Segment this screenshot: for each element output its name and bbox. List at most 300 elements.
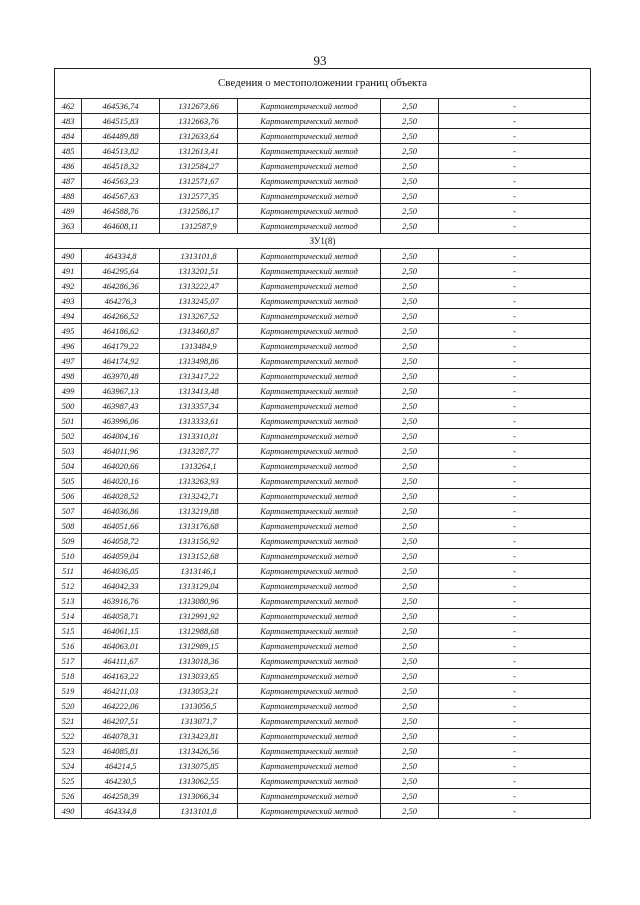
table-row <box>55 684 591 699</box>
coordinate-x: 464536,74 <box>82 99 160 114</box>
table-row <box>55 639 591 654</box>
coordinate-y: 1313053,21 <box>160 684 238 699</box>
note-cell: - <box>439 789 591 804</box>
note-cell: - <box>439 654 591 669</box>
precision-cell: 2,50 <box>381 474 439 489</box>
coordinate-x: 464186,62 <box>82 324 160 339</box>
coordinate-y: 1313033,65 <box>160 669 238 684</box>
coordinate-y: 1313264,1 <box>160 459 238 474</box>
precision-cell: 2,50 <box>381 519 439 534</box>
coordinate-y: 1313357,34 <box>160 399 238 414</box>
note-cell: - <box>439 294 591 309</box>
point-number: 494 <box>55 309 82 324</box>
coordinate-x: 464059,04 <box>82 549 160 564</box>
precision-cell: 2,50 <box>381 624 439 639</box>
point-number: 363 <box>55 219 82 234</box>
note-cell: - <box>439 459 591 474</box>
method-cell: Картометрический метод <box>238 744 381 759</box>
note-cell: - <box>439 144 591 159</box>
coordinate-y: 1313484,9 <box>160 339 238 354</box>
coordinate-x: 464518,32 <box>82 159 160 174</box>
point-number: 506 <box>55 489 82 504</box>
group-label: ЗУ1(8) <box>55 234 591 249</box>
point-number: 508 <box>55 519 82 534</box>
coordinate-y: 1313176,68 <box>160 519 238 534</box>
coordinate-x: 464513,82 <box>82 144 160 159</box>
note-cell: - <box>439 474 591 489</box>
coordinate-x: 464061,15 <box>82 624 160 639</box>
method-cell: Картометрический метод <box>238 159 381 174</box>
page-number: 93 <box>313 53 327 68</box>
coordinate-x: 464028,52 <box>82 489 160 504</box>
method-cell: Картометрический метод <box>238 579 381 594</box>
method-cell: Картометрический метод <box>238 294 381 309</box>
method-cell: Картометрический метод <box>238 729 381 744</box>
point-number: 522 <box>55 729 82 744</box>
note-cell: - <box>439 114 591 129</box>
coordinate-x: 464276,3 <box>82 294 160 309</box>
group-row <box>55 234 591 249</box>
coordinate-x: 464266,52 <box>82 309 160 324</box>
method-cell: Картометрический метод <box>238 324 381 339</box>
method-cell: Картометрический метод <box>238 789 381 804</box>
note-cell: - <box>439 774 591 789</box>
note-cell: - <box>439 249 591 264</box>
table-row <box>55 129 591 144</box>
note-cell: - <box>439 264 591 279</box>
coordinate-y: 1313071,7 <box>160 714 238 729</box>
precision-cell: 2,50 <box>381 399 439 414</box>
method-cell: Картометрический метод <box>238 759 381 774</box>
table-row <box>55 114 591 129</box>
note-cell: - <box>439 384 591 399</box>
method-cell: Картометрический метод <box>238 504 381 519</box>
coordinate-y: 1313062,55 <box>160 774 238 789</box>
coordinate-y: 1313413,48 <box>160 384 238 399</box>
table-row <box>55 324 591 339</box>
method-cell: Картометрический метод <box>238 459 381 474</box>
precision-cell: 2,50 <box>381 264 439 279</box>
table-row <box>55 264 591 279</box>
precision-cell: 2,50 <box>381 204 439 219</box>
coordinate-y: 1312577,35 <box>160 189 238 204</box>
table-row <box>55 309 591 324</box>
method-cell: Картометрический метод <box>238 309 381 324</box>
precision-cell: 2,50 <box>381 549 439 564</box>
coordinate-y: 1312571,67 <box>160 174 238 189</box>
coordinate-y: 1313101,8 <box>160 249 238 264</box>
coordinate-x: 464042,33 <box>82 579 160 594</box>
point-number: 484 <box>55 129 82 144</box>
point-number: 487 <box>55 174 82 189</box>
table-row <box>55 519 591 534</box>
note-cell: - <box>439 804 591 819</box>
coordinate-x: 463967,13 <box>82 384 160 399</box>
point-number: 495 <box>55 324 82 339</box>
method-cell: Картометрический метод <box>238 804 381 819</box>
table-row <box>55 204 591 219</box>
point-number: 497 <box>55 354 82 369</box>
precision-cell: 2,50 <box>381 174 439 189</box>
table-row <box>55 339 591 354</box>
precision-cell: 2,50 <box>381 249 439 264</box>
coordinate-x: 463996,06 <box>82 414 160 429</box>
note-cell: - <box>439 594 591 609</box>
precision-cell: 2,50 <box>381 504 439 519</box>
table-row <box>55 504 591 519</box>
method-cell: Картометрический метод <box>238 354 381 369</box>
coordinate-y: 1313423,81 <box>160 729 238 744</box>
coordinate-x: 464058,72 <box>82 534 160 549</box>
coordinate-x: 464036,05 <box>82 564 160 579</box>
note-cell: - <box>439 429 591 444</box>
note-cell: - <box>439 414 591 429</box>
point-number: 503 <box>55 444 82 459</box>
point-number: 483 <box>55 114 82 129</box>
table-row <box>55 549 591 564</box>
table-row <box>55 189 591 204</box>
precision-cell: 2,50 <box>381 459 439 474</box>
coordinate-x: 464111,67 <box>82 654 160 669</box>
coordinate-x: 464174,92 <box>82 354 160 369</box>
precision-cell: 2,50 <box>381 354 439 369</box>
coordinate-x: 463916,76 <box>82 594 160 609</box>
note-cell: - <box>439 444 591 459</box>
coordinate-y: 1312663,76 <box>160 114 238 129</box>
method-cell: Картометрический метод <box>238 204 381 219</box>
note-cell: - <box>439 609 591 624</box>
table-row <box>55 384 591 399</box>
method-cell: Картометрический метод <box>238 699 381 714</box>
table-row <box>55 249 591 264</box>
coordinate-y: 1313460,87 <box>160 324 238 339</box>
method-cell: Картометрический метод <box>238 474 381 489</box>
precision-cell: 2,50 <box>381 309 439 324</box>
precision-cell: 2,50 <box>381 804 439 819</box>
coordinate-x: 464163,22 <box>82 669 160 684</box>
note-cell: - <box>439 399 591 414</box>
coordinate-y: 1312633,64 <box>160 129 238 144</box>
point-number: 513 <box>55 594 82 609</box>
point-number: 526 <box>55 789 82 804</box>
note-cell: - <box>439 714 591 729</box>
note-cell: - <box>439 549 591 564</box>
point-number: 520 <box>55 699 82 714</box>
method-cell: Картометрический метод <box>238 564 381 579</box>
method-cell: Картометрический метод <box>238 174 381 189</box>
point-number: 524 <box>55 759 82 774</box>
note-cell: - <box>439 204 591 219</box>
table-row <box>55 714 591 729</box>
note-cell: - <box>439 189 591 204</box>
precision-cell: 2,50 <box>381 114 439 129</box>
point-number: 496 <box>55 339 82 354</box>
point-number: 509 <box>55 534 82 549</box>
coordinate-x: 464214,5 <box>82 759 160 774</box>
table-row <box>55 294 591 309</box>
note-cell: - <box>439 99 591 114</box>
coordinate-y: 1313056,5 <box>160 699 238 714</box>
coordinate-y: 1313156,92 <box>160 534 238 549</box>
coordinate-x: 464085,81 <box>82 744 160 759</box>
table-row <box>55 144 591 159</box>
coordinate-y: 1313267,52 <box>160 309 238 324</box>
table-row <box>55 609 591 624</box>
point-number: 489 <box>55 204 82 219</box>
point-number: 493 <box>55 294 82 309</box>
method-cell: Картометрический метод <box>238 594 381 609</box>
coordinate-y: 1313245,07 <box>160 294 238 309</box>
point-number: 485 <box>55 144 82 159</box>
precision-cell: 2,50 <box>381 294 439 309</box>
method-cell: Картометрический метод <box>238 114 381 129</box>
coordinate-y: 1313242,71 <box>160 489 238 504</box>
coordinate-y: 1313066,34 <box>160 789 238 804</box>
coordinate-y: 1313333,61 <box>160 414 238 429</box>
note-cell: - <box>439 159 591 174</box>
precision-cell: 2,50 <box>381 669 439 684</box>
point-number: 516 <box>55 639 82 654</box>
method-cell: Картометрический метод <box>238 264 381 279</box>
coordinate-x: 463970,48 <box>82 369 160 384</box>
precision-cell: 2,50 <box>381 759 439 774</box>
table-row <box>55 399 591 414</box>
point-number: 510 <box>55 549 82 564</box>
point-number: 517 <box>55 654 82 669</box>
point-number: 505 <box>55 474 82 489</box>
coordinate-y: 1312991,92 <box>160 609 238 624</box>
note-cell: - <box>439 369 591 384</box>
precision-cell: 2,50 <box>381 189 439 204</box>
point-number: 504 <box>55 459 82 474</box>
table-row <box>55 159 591 174</box>
table-row <box>55 624 591 639</box>
point-number: 511 <box>55 564 82 579</box>
table-title: Сведения о местоположении границ объекта <box>55 69 591 99</box>
precision-cell: 2,50 <box>381 594 439 609</box>
coordinate-x: 464058,71 <box>82 609 160 624</box>
note-cell: - <box>439 219 591 234</box>
note-cell: - <box>439 519 591 534</box>
table-row <box>55 804 591 819</box>
point-number: 515 <box>55 624 82 639</box>
note-cell: - <box>439 174 591 189</box>
coordinate-y: 1312988,68 <box>160 624 238 639</box>
table-row <box>55 654 591 669</box>
point-number: 525 <box>55 774 82 789</box>
coordinate-y: 1313498,86 <box>160 354 238 369</box>
point-number: 490 <box>55 249 82 264</box>
method-cell: Картометрический метод <box>238 549 381 564</box>
table-row <box>55 459 591 474</box>
precision-cell: 2,50 <box>381 369 439 384</box>
precision-cell: 2,50 <box>381 489 439 504</box>
method-cell: Картометрический метод <box>238 279 381 294</box>
method-cell: Картометрический метод <box>238 774 381 789</box>
note-cell: - <box>439 684 591 699</box>
coordinate-y: 1312989,15 <box>160 639 238 654</box>
note-cell: - <box>439 279 591 294</box>
precision-cell: 2,50 <box>381 324 439 339</box>
note-cell: - <box>439 489 591 504</box>
note-cell: - <box>439 669 591 684</box>
note-cell: - <box>439 744 591 759</box>
coordinate-y: 1313219,88 <box>160 504 238 519</box>
method-cell: Картометрический метод <box>238 384 381 399</box>
note-cell: - <box>439 564 591 579</box>
note-cell: - <box>439 579 591 594</box>
precision-cell: 2,50 <box>381 714 439 729</box>
precision-cell: 2,50 <box>381 609 439 624</box>
point-number: 492 <box>55 279 82 294</box>
point-number: 518 <box>55 669 82 684</box>
method-cell: Картометрический метод <box>238 399 381 414</box>
method-cell: Картометрический метод <box>238 414 381 429</box>
coordinate-y: 1312586,17 <box>160 204 238 219</box>
coordinate-x: 464567,63 <box>82 189 160 204</box>
coordinate-x: 464179,22 <box>82 339 160 354</box>
precision-cell: 2,50 <box>381 744 439 759</box>
method-cell: Картометрический метод <box>238 144 381 159</box>
coordinate-x: 463987,43 <box>82 399 160 414</box>
table-row <box>55 369 591 384</box>
point-number: 507 <box>55 504 82 519</box>
precision-cell: 2,50 <box>381 639 439 654</box>
precision-cell: 2,50 <box>381 144 439 159</box>
precision-cell: 2,50 <box>381 534 439 549</box>
precision-cell: 2,50 <box>381 774 439 789</box>
point-number: 514 <box>55 609 82 624</box>
coordinate-x: 464222,06 <box>82 699 160 714</box>
coordinate-y: 1312673,66 <box>160 99 238 114</box>
note-cell: - <box>439 639 591 654</box>
precision-cell: 2,50 <box>381 384 439 399</box>
point-number: 501 <box>55 414 82 429</box>
coordinate-y: 1313101,8 <box>160 804 238 819</box>
note-cell: - <box>439 759 591 774</box>
point-number: 499 <box>55 384 82 399</box>
coordinate-y: 1312587,9 <box>160 219 238 234</box>
method-cell: Картометрический метод <box>238 369 381 384</box>
coordinate-y: 1313018,36 <box>160 654 238 669</box>
precision-cell: 2,50 <box>381 414 439 429</box>
method-cell: Картометрический метод <box>238 339 381 354</box>
point-number: 462 <box>55 99 82 114</box>
method-cell: Картометрический метод <box>238 684 381 699</box>
point-number: 523 <box>55 744 82 759</box>
precision-cell: 2,50 <box>381 684 439 699</box>
point-number: 500 <box>55 399 82 414</box>
coordinate-y: 1313310,01 <box>160 429 238 444</box>
note-cell: - <box>439 129 591 144</box>
precision-cell: 2,50 <box>381 564 439 579</box>
note-cell: - <box>439 729 591 744</box>
method-cell: Картометрический метод <box>238 639 381 654</box>
method-cell: Картометрический метод <box>238 534 381 549</box>
coordinate-y: 1313146,1 <box>160 564 238 579</box>
precision-cell: 2,50 <box>381 339 439 354</box>
note-cell: - <box>439 339 591 354</box>
table-row <box>55 594 591 609</box>
table-row <box>55 564 591 579</box>
table-row <box>55 789 591 804</box>
coordinate-x: 464036,86 <box>82 504 160 519</box>
coordinate-y: 1313263,93 <box>160 474 238 489</box>
table-row <box>55 174 591 189</box>
coordinate-y: 1312584,27 <box>160 159 238 174</box>
table-row <box>55 219 591 234</box>
coordinate-y: 1313287,77 <box>160 444 238 459</box>
coordinate-x: 464020,66 <box>82 459 160 474</box>
coordinate-y: 1313080,96 <box>160 594 238 609</box>
coordinate-x: 464588,76 <box>82 204 160 219</box>
precision-cell: 2,50 <box>381 129 439 144</box>
coordinate-x: 464295,64 <box>82 264 160 279</box>
table-row <box>55 429 591 444</box>
table-row <box>55 414 591 429</box>
point-number: 519 <box>55 684 82 699</box>
note-cell: - <box>439 624 591 639</box>
table-row <box>55 474 591 489</box>
precision-cell: 2,50 <box>381 429 439 444</box>
coordinate-x: 464258,39 <box>82 789 160 804</box>
table-row <box>55 279 591 294</box>
point-number: 521 <box>55 714 82 729</box>
method-cell: Картометрический метод <box>238 624 381 639</box>
precision-cell: 2,50 <box>381 159 439 174</box>
coordinate-y: 1312613,41 <box>160 144 238 159</box>
point-number: 490 <box>55 804 82 819</box>
method-cell: Картометрический метод <box>238 189 381 204</box>
precision-cell: 2,50 <box>381 654 439 669</box>
method-cell: Картометрический метод <box>238 129 381 144</box>
coordinate-x: 464078,31 <box>82 729 160 744</box>
coordinate-y: 1313152,68 <box>160 549 238 564</box>
table-row <box>55 669 591 684</box>
coordinate-x: 464063,01 <box>82 639 160 654</box>
precision-cell: 2,50 <box>381 219 439 234</box>
method-cell: Картометрический метод <box>238 444 381 459</box>
note-cell: - <box>439 504 591 519</box>
method-cell: Картометрический метод <box>238 429 381 444</box>
precision-cell: 2,50 <box>381 99 439 114</box>
coordinate-y: 1313222,47 <box>160 279 238 294</box>
note-cell: - <box>439 699 591 714</box>
precision-cell: 2,50 <box>381 579 439 594</box>
boundary-coordinates-table <box>54 68 591 819</box>
table-row <box>55 579 591 594</box>
coordinate-x: 464608,11 <box>82 219 160 234</box>
table-row <box>55 99 591 114</box>
table-row <box>55 774 591 789</box>
point-number: 486 <box>55 159 82 174</box>
table-title-row <box>55 69 591 99</box>
coordinate-x: 464334,8 <box>82 804 160 819</box>
precision-cell: 2,50 <box>381 729 439 744</box>
table-row <box>55 744 591 759</box>
point-number: 502 <box>55 429 82 444</box>
note-cell: - <box>439 324 591 339</box>
table-row <box>55 534 591 549</box>
method-cell: Картометрический метод <box>238 219 381 234</box>
table-row <box>55 699 591 714</box>
coordinate-x: 464563,23 <box>82 174 160 189</box>
method-cell: Картометрический метод <box>238 609 381 624</box>
coordinate-y: 1313426,56 <box>160 744 238 759</box>
coordinate-x: 464286,36 <box>82 279 160 294</box>
coordinate-x: 464489,88 <box>82 129 160 144</box>
table-row <box>55 729 591 744</box>
